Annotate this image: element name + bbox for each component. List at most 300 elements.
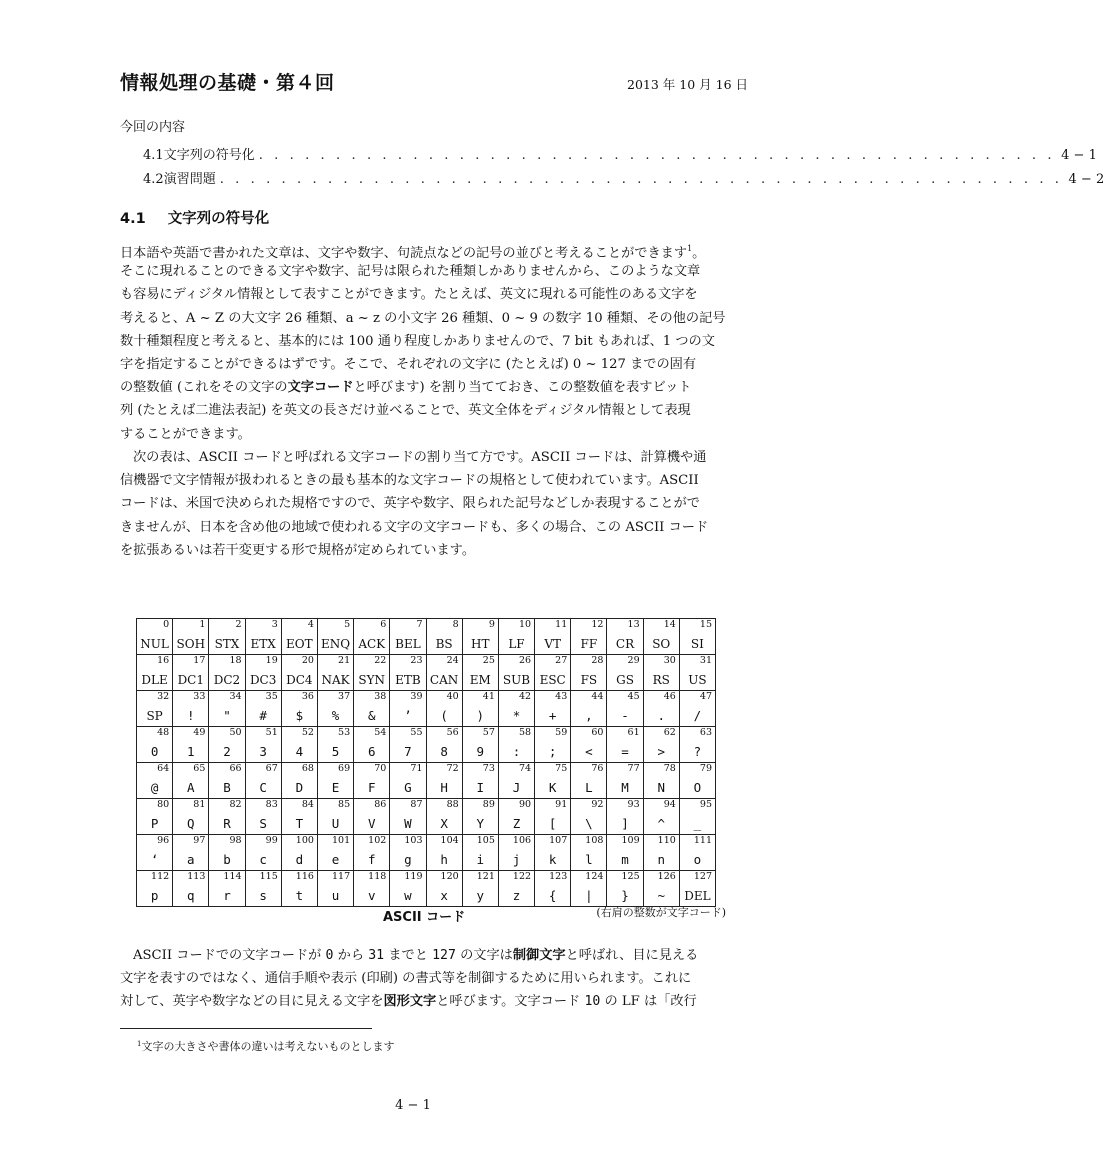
ascii-character: @ [150, 780, 159, 795]
ascii-cell [607, 763, 643, 799]
ascii-code-number: 124 [585, 871, 604, 882]
ascii-code-number: 74 [518, 763, 532, 774]
ascii-cell [643, 619, 679, 655]
ascii-cell [571, 835, 607, 871]
ascii-cell [426, 871, 462, 907]
ascii-code-number: 22 [374, 655, 387, 666]
ascii-code-number: 100 [295, 835, 314, 846]
ascii-character: N [657, 780, 665, 795]
ascii-cell [173, 871, 209, 907]
paragraph-ascii [120, 446, 750, 562]
ascii-character: V [367, 816, 376, 831]
ascii-code-number: 92 [591, 799, 604, 810]
ascii-cell [354, 763, 390, 799]
ascii-cell [390, 763, 426, 799]
ascii-code-number: 13 [627, 619, 640, 630]
ascii-code-number: 122 [512, 871, 532, 882]
ascii-cell [426, 763, 462, 799]
ascii-cell [245, 835, 281, 871]
ascii-cell [390, 727, 426, 763]
ascii-cell [317, 835, 353, 871]
ascii-cell [607, 835, 643, 871]
ascii-character: & [367, 708, 376, 723]
ascii-character: - [621, 708, 629, 723]
ascii-cell [281, 727, 317, 763]
paragraph-line: 対して、英字や数字などの目に見える文字を図形文字と呼びます。文字コード 10 の LF は「改行 [120, 994, 697, 1010]
ascii-code-number: 35 [265, 691, 278, 702]
ascii-code-number: 32 [157, 691, 170, 702]
ascii-character: : [512, 744, 521, 759]
ascii-code-number: 80 [157, 799, 170, 810]
ascii-code-number: 115 [259, 871, 278, 882]
ascii-code-number: 111 [693, 835, 712, 846]
ascii-code-number: 52 [301, 727, 314, 738]
ascii-character: I [476, 780, 485, 795]
ascii-character: j [512, 852, 521, 867]
ascii-code-number: 40 [446, 691, 459, 702]
ascii-code-number: 65 [193, 763, 206, 774]
ascii-character: q [187, 888, 195, 903]
ascii-cell [281, 691, 317, 727]
ascii-character: 4 [295, 744, 304, 759]
ascii-code-number: 110 [657, 835, 676, 846]
ascii-cell [679, 763, 715, 799]
paragraph-line: そこに現れることのできる文字や数字、記号は限られた種類しかありませんから、このような文章 [120, 264, 701, 280]
ascii-character: T [295, 816, 304, 831]
ascii-code-number: 90 [518, 799, 532, 810]
ascii-cell [462, 691, 498, 727]
ascii-code-number: 50 [229, 727, 242, 738]
ascii-cell [571, 871, 607, 907]
ascii-code-number: 9 [488, 619, 495, 630]
ascii-code-number: 1 [199, 619, 206, 630]
ascii-code-number: 21 [338, 655, 351, 666]
ascii-code-number: 51 [265, 727, 278, 738]
ascii-character: ) [476, 708, 485, 723]
section-number: 4.1 [120, 211, 146, 227]
ascii-character: ! [187, 708, 195, 723]
paragraph-line: コードは、米国で決められた規格ですので、英字や数字、限られた記号などしか表現することがで [120, 496, 700, 512]
ascii-code-number: 45 [627, 691, 640, 702]
ascii-cell [209, 763, 245, 799]
ascii-code-number: 47 [699, 691, 712, 702]
ascii-cell [498, 835, 534, 871]
page-date: 2013 年 10 月 16 日 [627, 77, 748, 92]
ascii-cell [679, 871, 715, 907]
ascii-code-number: 88 [446, 799, 459, 810]
ascii-cell [679, 691, 715, 727]
ascii-character: , [585, 708, 593, 723]
toc-item-title: 演習問題 [163, 172, 216, 187]
ascii-code-number: 77 [627, 763, 640, 774]
paragraph-line: も容易にディジタル情報として表すことができます。たとえば、英文に現れる可能性のある文字を [120, 287, 698, 303]
ascii-code-number: 89 [482, 799, 495, 810]
ascii-code-number: 107 [549, 835, 568, 846]
table-row [137, 871, 716, 907]
ascii-code-number: 83 [265, 799, 278, 810]
ascii-character: | [585, 888, 593, 903]
ascii-cell [607, 871, 643, 907]
ascii-character: W [404, 816, 412, 831]
ascii-code-number: 25 [482, 655, 495, 666]
ascii-cell [245, 655, 281, 691]
ascii-cell [571, 655, 607, 691]
ascii-character: r [223, 888, 231, 903]
paragraph-line: 日本語や英語で書かれた文章は、文字や数字、句読点などの記号の並びと考えることができます$^1$。 [120, 244, 706, 261]
ascii-cell [462, 799, 498, 835]
ascii-code-number: 55 [410, 727, 423, 738]
ascii-code-number: 84 [301, 799, 314, 810]
ascii-character: $ [295, 708, 304, 723]
ascii-code-number: 10 [518, 619, 532, 630]
ascii-character: d [295, 852, 304, 867]
ascii-character: e [331, 852, 340, 867]
ascii-cell [209, 871, 245, 907]
ascii-character: u [331, 888, 340, 903]
ascii-code-number: 120 [440, 871, 459, 882]
ascii-character: F [367, 780, 376, 795]
ascii-cell [245, 871, 281, 907]
ascii-character: h [440, 852, 448, 867]
ascii-cell [390, 619, 426, 655]
ascii-cell [317, 691, 353, 727]
ascii-code-number: 33 [193, 691, 206, 702]
ascii-character: RS [652, 673, 670, 687]
ascii-cell [462, 655, 498, 691]
ascii-code-number: 38 [374, 691, 387, 702]
ascii-code-number: 44 [591, 691, 604, 702]
ascii-cell [354, 655, 390, 691]
ascii-character: HT [471, 637, 490, 651]
ascii-code-number: 93 [627, 799, 640, 810]
ascii-code-number: 42 [518, 691, 532, 702]
ascii-code-number: 8 [452, 619, 459, 630]
ascii-code-number: 28 [591, 655, 604, 666]
ascii-cell [535, 799, 571, 835]
ascii-cell [390, 655, 426, 691]
ascii-character: DC1 [177, 673, 204, 687]
ascii-character: ETB [395, 673, 421, 687]
ascii-character: ACK [358, 637, 386, 651]
ascii-character: LF [508, 637, 525, 651]
ascii-cell [281, 871, 317, 907]
ascii-character: DC3 [249, 673, 277, 687]
ascii-character: ~ [657, 888, 665, 903]
ascii-character: 1 [187, 744, 195, 759]
ascii-cell [571, 799, 607, 835]
ascii-code-number: 81 [193, 799, 206, 810]
ascii-character: x [440, 888, 448, 903]
ascii-cell [607, 727, 643, 763]
ascii-code-number: 82 [229, 799, 242, 810]
ascii-character: O [693, 780, 702, 795]
ascii-character: 3 [259, 744, 267, 759]
toc-leader-dots: . . . . . . . . . . . . . . . . . . . . . . . . . . . . . . . . . . . . . . . . . . . . . . . . . . . . [258, 148, 1056, 163]
ascii-cell [607, 691, 643, 727]
ascii-code-number: 49 [193, 727, 206, 738]
ascii-character: c [259, 852, 267, 867]
ascii-character: SO [652, 637, 671, 651]
ascii-character: DLE [141, 673, 168, 687]
ascii-cell [498, 871, 534, 907]
ascii-character: EM [469, 673, 491, 687]
toc-item [143, 168, 1104, 188]
ascii-character: * [512, 708, 521, 723]
paragraph-control-chars [120, 944, 750, 1014]
ascii-code-number: 58 [518, 727, 532, 738]
ascii-character: M [621, 780, 629, 795]
ascii-character: . [657, 708, 665, 723]
ascii-code-number: 15 [699, 619, 712, 630]
ascii-cell [643, 727, 679, 763]
ascii-cell [173, 691, 209, 727]
paragraph-line: きませんが、日本を含め他の地域で使われる文字の文字コードも、多くの場合、この ASCII コード [120, 519, 709, 535]
toc-heading: 今回の内容 [120, 120, 186, 135]
ascii-cell [137, 799, 173, 835]
paragraph-line: 次の表は、ASCII コードと呼ばれる文字コードの割り当て方です。ASCII コードは、計算機や通 [133, 450, 707, 465]
ascii-character: " [223, 708, 231, 723]
ascii-character: ] [621, 816, 629, 831]
ascii-code-number: 68 [301, 763, 314, 774]
ascii-cell [535, 835, 571, 871]
ascii-cell [317, 655, 353, 691]
paragraph-line: 列 (たとえば二進法表記) を英文の長さだけ並べることで、英文全体をディジタル情報として表現 [120, 403, 691, 419]
ascii-code-number: 59 [555, 727, 568, 738]
ascii-code-number: 104 [440, 835, 459, 846]
section-title: 文字列の符号化 [167, 211, 270, 227]
ascii-character: y [476, 888, 485, 903]
ascii-code-number: 123 [549, 871, 568, 882]
ascii-character: R [223, 816, 231, 831]
ascii-character: CAN [429, 673, 459, 687]
ascii-code-number: 119 [404, 871, 423, 882]
ascii-character: X [440, 816, 448, 831]
ascii-character: L [585, 780, 593, 795]
ascii-cell [535, 655, 571, 691]
ascii-cell [498, 619, 534, 655]
ascii-character: Q [187, 816, 195, 831]
ascii-character: / [693, 708, 702, 723]
ascii-code-number: 114 [223, 871, 242, 882]
ascii-cell [498, 691, 534, 727]
ascii-cell [173, 619, 209, 655]
toc-item-page: 4 − 1 [1061, 148, 1097, 163]
ascii-code-number: 30 [663, 655, 676, 666]
ascii-code-number: 103 [404, 835, 423, 846]
ascii-cell [137, 763, 173, 799]
toc-item-number: 4.2 [143, 172, 164, 187]
ascii-cell [571, 727, 607, 763]
table-row [137, 835, 716, 871]
ascii-character: # [259, 708, 267, 723]
ascii-character: CR [615, 637, 635, 651]
ascii-cell [317, 619, 353, 655]
ascii-cell [462, 871, 498, 907]
ascii-character: t [295, 888, 304, 903]
ascii-code-number: 96 [157, 835, 170, 846]
ascii-character: % [331, 708, 340, 723]
ascii-code-number: 56 [446, 727, 459, 738]
ascii-character: ETX [250, 637, 276, 651]
ascii-character: ENQ [320, 637, 351, 651]
ascii-code-number: 16 [157, 655, 170, 666]
ascii-code-number: 69 [338, 763, 351, 774]
ascii-code-number: 64 [157, 763, 170, 774]
ascii-code-number: 125 [621, 871, 640, 882]
ascii-character: U [331, 816, 340, 831]
ascii-code-number: 7 [416, 619, 423, 630]
ascii-code-number: 86 [374, 799, 387, 810]
ascii-code-number: 95 [699, 799, 712, 810]
ascii-cell [245, 799, 281, 835]
toc-item-title: 文字列の符号化 [163, 148, 255, 163]
ascii-code-number: 85 [338, 799, 351, 810]
ascii-cell [535, 619, 571, 655]
footnote-mark: 1 [137, 1040, 142, 1048]
ascii-character: P [150, 816, 159, 831]
ascii-character: S [259, 816, 267, 831]
ascii-character: D [295, 780, 304, 795]
ascii-cell [173, 835, 209, 871]
ascii-character: SI [690, 637, 704, 651]
ascii-cell [498, 763, 534, 799]
ascii-code-number: 72 [446, 763, 459, 774]
ascii-cell [281, 799, 317, 835]
ascii-character: FF [580, 637, 598, 651]
ascii-cell [354, 727, 390, 763]
ascii-cell [173, 655, 209, 691]
ascii-character: J [512, 780, 521, 795]
ascii-code-number: 116 [295, 871, 314, 882]
ascii-character: z [512, 888, 521, 903]
ascii-character: C [259, 780, 267, 795]
ascii-character: ’ [404, 708, 412, 723]
ascii-cell [426, 799, 462, 835]
ascii-character: 6 [367, 744, 376, 759]
ascii-character: < [585, 744, 593, 759]
ascii-character: FS [580, 673, 598, 687]
ascii-character: ? [693, 744, 702, 759]
ascii-character: Z [512, 816, 521, 831]
table-row [137, 655, 716, 691]
ascii-character: a [187, 852, 195, 867]
ascii-cell [245, 619, 281, 655]
ascii-code-number: 87 [410, 799, 423, 810]
ascii-cell [462, 763, 498, 799]
ascii-code-number: 70 [374, 763, 387, 774]
ascii-character: SUB [502, 673, 531, 687]
paragraph-line: 字を指定することができるはずです。そこで、それぞれの文字に (たとえば) 0 ~ 127 までの固有 [120, 356, 697, 372]
footnote-divider [120, 1028, 372, 1029]
ascii-character: \ [585, 816, 593, 831]
ascii-cell [426, 727, 462, 763]
ascii-code-number: 37 [338, 691, 351, 702]
ascii-code-number: 27 [555, 655, 568, 666]
ascii-cell [137, 835, 173, 871]
ascii-code-number: 75 [555, 763, 568, 774]
ascii-character: 2 [223, 744, 231, 759]
ascii-code-number: 39 [410, 691, 423, 702]
ascii-cell [679, 619, 715, 655]
ascii-character: 7 [404, 744, 412, 759]
ascii-cell [209, 799, 245, 835]
paragraph-line: を拡張あるいは若干変更する形で規格が定められています。 [120, 542, 476, 558]
ascii-cell [571, 691, 607, 727]
ascii-code-number: 99 [265, 835, 278, 846]
ascii-code-number: 43 [555, 691, 568, 702]
ascii-character: A [187, 780, 195, 795]
ascii-cell [317, 871, 353, 907]
ascii-cell [281, 619, 317, 655]
ascii-character: E [331, 780, 340, 795]
ascii-character: ( [440, 708, 448, 723]
ascii-character: BEL [395, 637, 421, 651]
table-caption: ASCII コード [383, 910, 466, 925]
ascii-character: n [657, 852, 665, 867]
ascii-code-number: 126 [657, 871, 676, 882]
ascii-cell [245, 763, 281, 799]
ascii-character: 0 [150, 744, 159, 759]
ascii-character: DEL [684, 889, 711, 903]
ascii-cell [354, 799, 390, 835]
ascii-code-number: 109 [621, 835, 640, 846]
ascii-code-number: 46 [663, 691, 676, 702]
table-note: (右肩の整数が文字コード) [596, 906, 726, 919]
ascii-cell [137, 727, 173, 763]
ascii-character: K [548, 780, 557, 795]
ascii-character: STX [214, 637, 240, 651]
ascii-code-number: 66 [229, 763, 242, 774]
ascii-cell [571, 763, 607, 799]
term-graphic-character: 図形文字 [383, 994, 437, 1010]
ascii-cell [607, 619, 643, 655]
ascii-cell [535, 763, 571, 799]
ascii-character: ‘ [150, 852, 159, 867]
ascii-cell [643, 691, 679, 727]
ascii-cell [679, 655, 715, 691]
ascii-character: ESC [539, 673, 566, 687]
ascii-code-number: 106 [512, 835, 532, 846]
paragraph-intro [120, 237, 750, 446]
ascii-cell [173, 799, 209, 835]
toc-item [143, 144, 1097, 164]
ascii-code-number: 36 [301, 691, 314, 702]
ascii-cell [354, 691, 390, 727]
ascii-cell [317, 727, 353, 763]
ascii-code-number: 53 [338, 727, 351, 738]
ascii-code-number: 91 [555, 799, 568, 810]
ascii-code-number: 102 [368, 835, 387, 846]
ascii-character: = [621, 744, 629, 759]
table-row [137, 763, 716, 799]
ascii-code-number: 94 [663, 799, 676, 810]
table-row [137, 619, 716, 655]
ascii-cell [426, 835, 462, 871]
ascii-character: 5 [331, 744, 340, 759]
ascii-character: GS [616, 673, 634, 687]
section-heading [120, 207, 269, 228]
ascii-code-number: 105 [476, 835, 495, 846]
ascii-cell [462, 835, 498, 871]
ascii-cell [535, 871, 571, 907]
table-row [137, 691, 716, 727]
ascii-cell [535, 727, 571, 763]
ascii-code-number: 12 [591, 619, 604, 630]
ascii-character: [ [548, 816, 557, 831]
ascii-cell [607, 799, 643, 835]
ascii-cell [426, 619, 462, 655]
ascii-cell [354, 835, 390, 871]
